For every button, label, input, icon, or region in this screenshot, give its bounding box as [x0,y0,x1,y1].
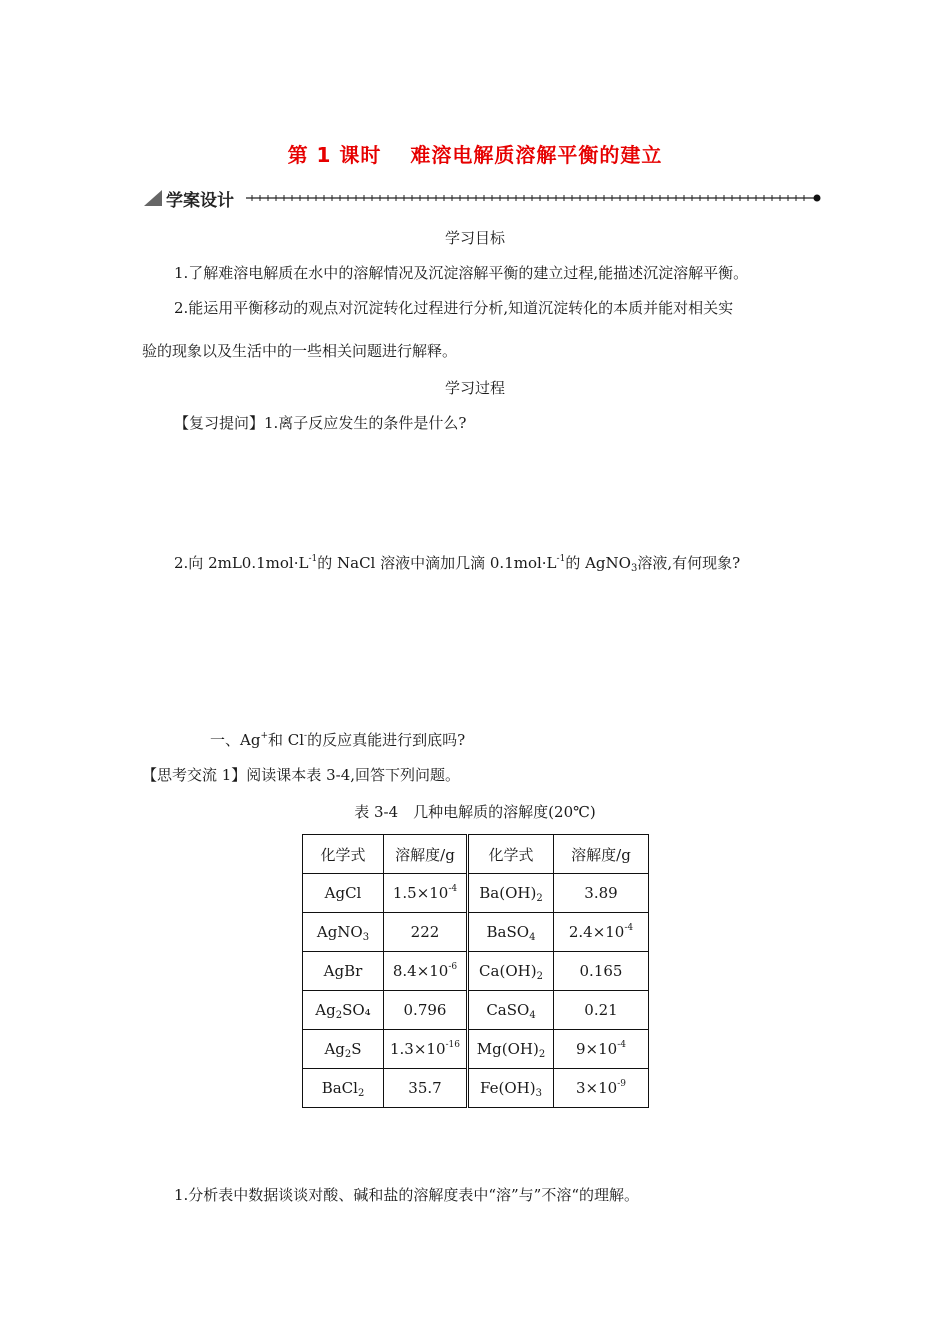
solubility-cell: 35.7 [384,1069,468,1108]
lesson-title: 第 1 课时 难溶电解质溶解平衡的建立 [287,143,663,167]
formula-cell: BaCl$_2$ [303,1069,384,1108]
solubility-cell: 3.89 [554,874,649,913]
formula-cell: AgNO$_3$ [303,913,384,952]
banner-label: 学案设计 [166,191,234,211]
table-row [303,991,649,1030]
solubility-cell: 0.796 [384,991,468,1030]
header-formula-1: 化学式 [303,835,384,874]
table-row [303,952,649,991]
solubility-cell: 0.21 [554,991,649,1030]
think-exchange-1: 【思考交流 1】阅读课本表 3-4,回答下列问题。 [142,766,461,784]
objective-2-line2: 验的现象以及生活中的一些相关问题进行解释。 [142,342,458,360]
table-row [303,1069,649,1108]
section-1-heading: 一、Ag+和 Cl-的反应真能进行到底吗? [210,731,466,749]
header-formula-2: 化学式 [468,835,554,874]
solubility-cell: $9\times 10^{-4}$ [554,1030,649,1069]
objective-1: 1.了解难溶电解质在水中的溶解情况及沉淀溶解平衡的建立过程,能描述沉淀溶解平衡。 [174,264,749,282]
formula-cell: BaSO$_4$ [468,913,554,952]
table-row [303,1030,649,1069]
formula-cell: $Ca(OH)_2$ [468,952,554,991]
solubility-cell: $1.5\times 10^{-4}$ [384,874,468,913]
formula-cell: CaSO$_4$ [468,991,554,1030]
header-solubility-1: 溶解度/g [384,835,468,874]
analysis-question-1: 1.分析表中数据谈谈对酸、碱和盐的溶解度表中“溶”与”不溶“的理解。 [174,1186,639,1204]
table-caption: 表 3-4 几种电解质的溶解度(20℃) [354,803,596,821]
formula-cell: AgCl [303,874,384,913]
review-question-1: 【复习提问】1.离子反应发生的条件是什么? [174,414,467,432]
formula-cell: $Ba(OH)_2$ [468,874,554,913]
table-row [303,874,649,913]
formula-cell: $Fe(OH)_3$ [468,1069,554,1108]
section-banner [142,186,822,210]
review-question-2: 2.向 $2mL0.1mol\cdot L^{-1}$的 NaCl 溶液中滴加几滴 $0.1mol\cdot L^{-1}$的 AgNO$_3$溶液,有何现象? [174,554,741,574]
banner-end-dot-icon [814,195,821,202]
banner-triangle-icon [144,190,162,206]
table-header-row [303,835,649,874]
formula-cell: AgBr [303,952,384,991]
solubility-cell: $2.4\times 10^{-4}$ [554,913,649,952]
table-row [303,913,649,952]
solubility-cell: 222 [384,913,468,952]
solubility-table [302,834,649,1108]
solubility-cell: $3\times 10^{-9}$ [554,1069,649,1108]
header-solubility-2: 溶解度/g [554,835,649,874]
formula-cell: $Mg(OH)_2$ [468,1030,554,1069]
solubility-cell: $1.3\times 10^{-16}$ [384,1030,468,1069]
process-heading: 学习过程 [444,379,505,397]
formula-cell: $Ag_2S$ [303,1030,384,1069]
objective-2-line1: 2.能运用平衡移动的观点对沉淀转化过程进行分析,知道沉淀转化的本质并能对相关实 [174,299,734,317]
solubility-cell: $8.4\times 10^{-6}$ [384,952,468,991]
formula-cell: $Ag_2SO_4$ [303,991,384,1030]
objectives-heading: 学习目标 [444,229,505,247]
solubility-cell: 0.165 [554,952,649,991]
